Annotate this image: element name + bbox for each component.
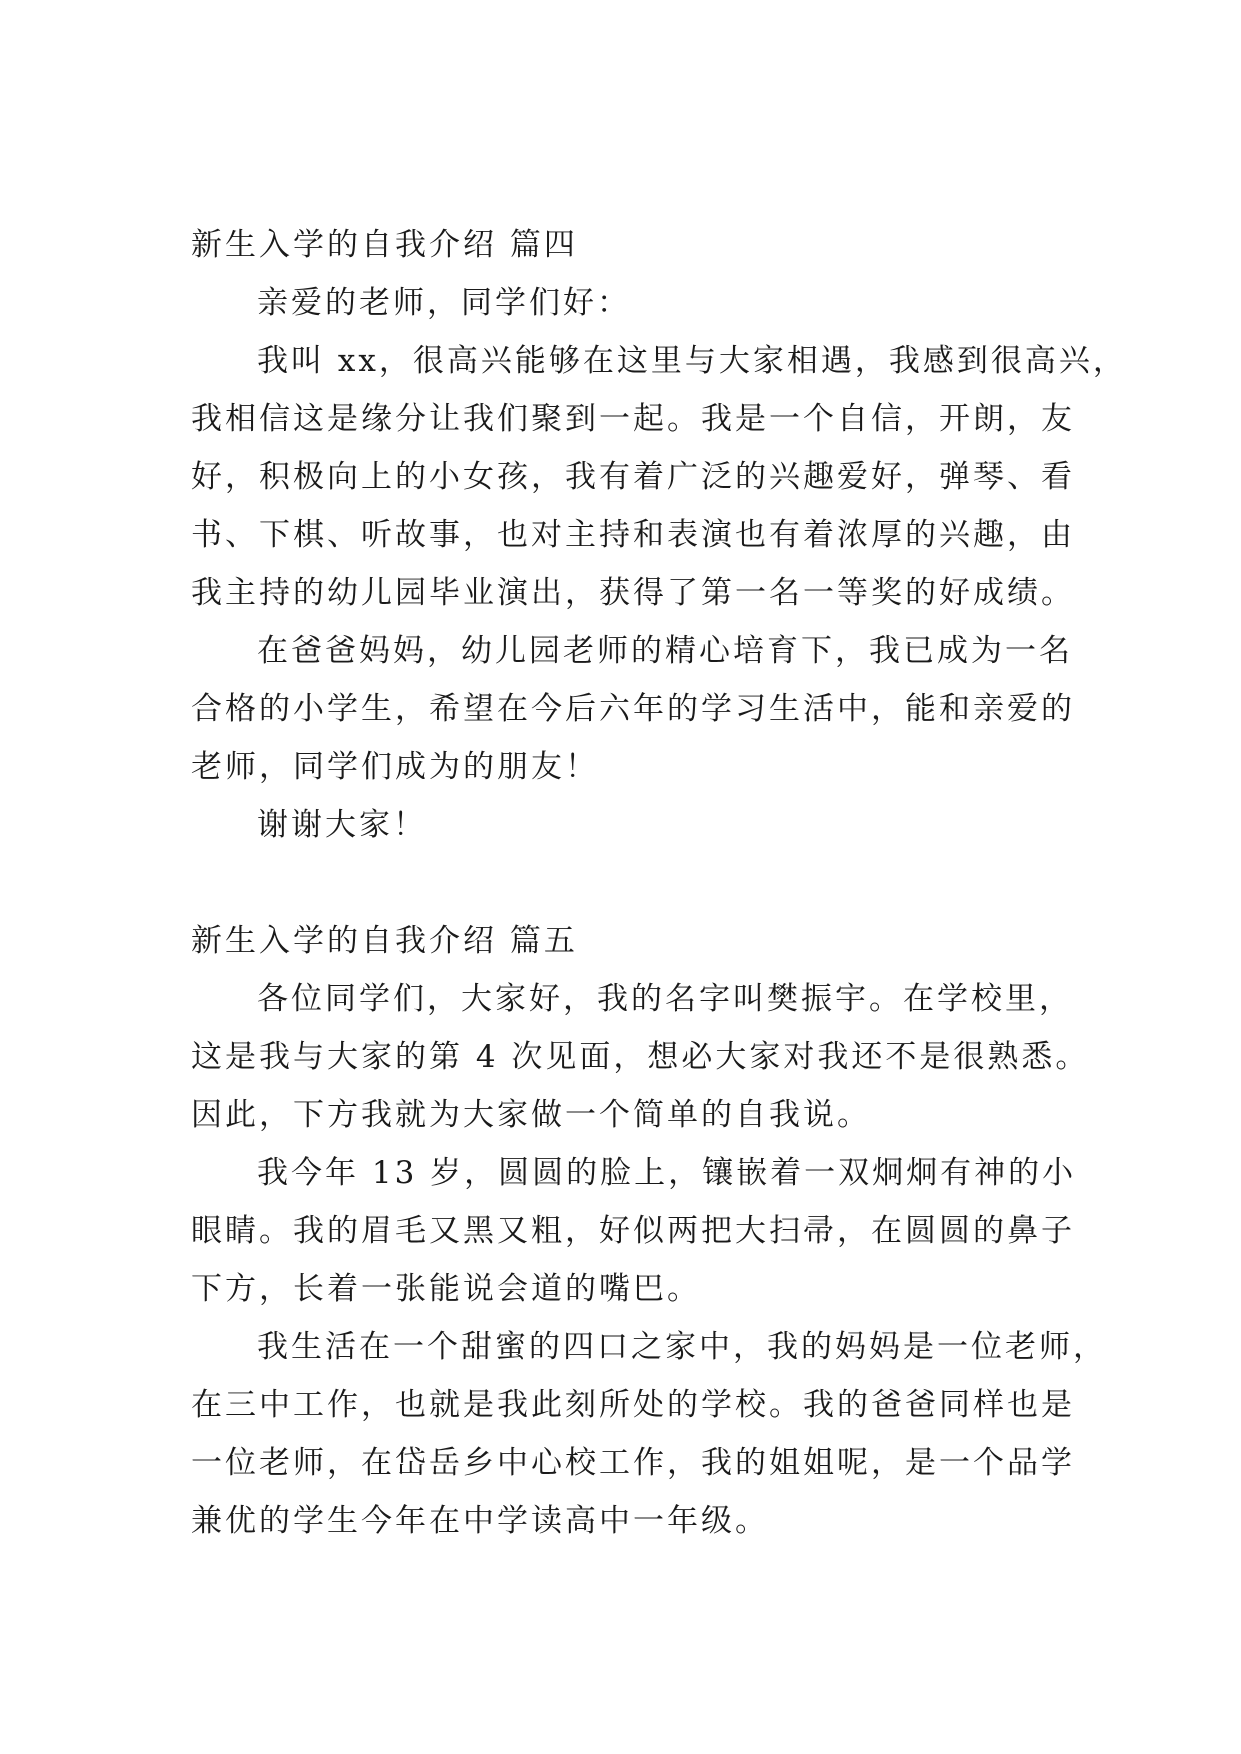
paragraph-line: 一位老师，在岱岳乡中心校工作，我的姐姐呢，是一个品学 xyxy=(191,1445,1075,1481)
paragraph-line: 老师，同学们成为的朋友！ xyxy=(191,749,599,785)
section-heading: 新生入学的自我介绍 篇四 xyxy=(191,227,578,263)
section-heading: 新生入学的自我介绍 篇五 xyxy=(191,923,578,959)
paragraph-line: 这是我与大家的第 4 次见面，想必大家对我还不是很熟悉。 xyxy=(191,1039,1090,1075)
paragraph-line: 各位同学们，大家好，我的名字叫樊振宇。在学校里， xyxy=(257,981,1073,1017)
paragraph-line: 好，积极向上的小女孩，我有着广泛的兴趣爱好，弹琴、看 xyxy=(191,459,1075,495)
document-body xyxy=(191,216,1127,1550)
paragraph-line: 眼睛。我的眉毛又黑又粗，好似两把大扫帚，在圆圆的鼻子 xyxy=(191,1213,1075,1249)
paragraph-line: 谢谢大家！ xyxy=(257,807,427,843)
paragraph-line: 我生活在一个甜蜜的四口之家中，我的妈妈是一位老师， xyxy=(257,1329,1107,1365)
paragraph-line: 在三中工作，也就是我此刻所处的学校。我的爸爸同样也是 xyxy=(191,1387,1075,1423)
paragraph-line: 我主持的幼儿园毕业演出，获得了第一名一等奖的好成绩。 xyxy=(191,575,1075,611)
paragraph-line: 合格的小学生，希望在今后六年的学习生活中，能和亲爱的 xyxy=(191,691,1075,727)
paragraph-line: 因此，下方我就为大家做一个简单的自我说。 xyxy=(191,1097,871,1133)
section-spacer xyxy=(191,854,1071,912)
paragraph-line: 我叫 xx，很高兴能够在这里与大家相遇，我感到很高兴， xyxy=(257,343,1127,379)
paragraph-line: 下方，长着一张能说会道的嘴巴。 xyxy=(191,1271,701,1307)
paragraph-line: 我今年 13 岁，圆圆的脸上，镶嵌着一双炯炯有神的小 xyxy=(257,1155,1077,1191)
paragraph-line: 我相信这是缘分让我们聚到一起。我是一个自信，开朗，友 xyxy=(191,401,1075,437)
paragraph-line: 兼优的学生今年在中学读高中一年级。 xyxy=(191,1503,769,1539)
paragraph-line: 书、下棋、听故事，也对主持和表演也有着浓厚的兴趣，由 xyxy=(191,517,1075,553)
paragraph-line: 在爸爸妈妈，幼儿园老师的精心培育下，我已成为一名 xyxy=(257,633,1073,669)
paragraph-line: 亲爱的老师，同学们好： xyxy=(257,285,631,321)
